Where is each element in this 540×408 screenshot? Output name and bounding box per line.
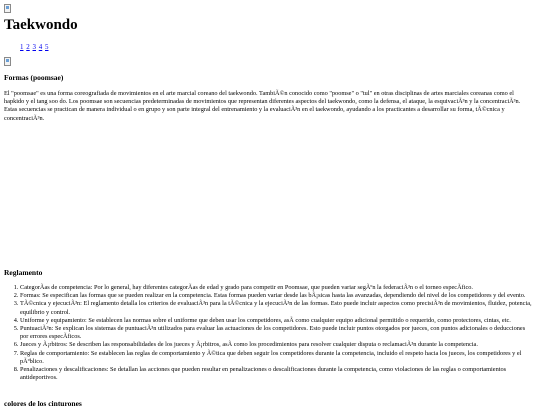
page-link-5[interactable]: 5 xyxy=(45,43,49,51)
section-heading-colores: colores de los cinturones xyxy=(4,399,82,408)
list-item: 4. Uniforme y equipamiento: Se establecen las normas sobre el uniforme que deben usar los competidores, asÃ como cualquier equipo adicional permitido o requerido, como protectores, cintas, etc. xyxy=(20,317,532,325)
section-heading-reglamento: Reglamento xyxy=(4,268,43,277)
list-item: 1. CategorÃas de competencia: Por lo general, hay diferentes categorÃas de edad y grado para competir en Poomsae, que pueden variar segÃºn la federaciÃ³n o el torneo especÃfico. xyxy=(20,284,532,292)
list-item: 6. Jueces y Ã¡rbitros: Se describen las responsabilidades de los jueces y Ã¡rbitros, asÃ como los procedimientos para resolver cualquier disputa o reclamaciÃ³n durante la competencia. xyxy=(20,341,532,349)
pagination xyxy=(20,43,50,52)
page-link-3[interactable]: 3 xyxy=(32,43,36,51)
broken-image-icon xyxy=(4,4,11,13)
section-heading-formas: Formas (poomsae) xyxy=(4,73,64,82)
page-link-4[interactable]: 4 xyxy=(38,43,43,51)
list-item: 8. Penalizaciones y descalificaciones: Se detallan las acciones que pueden resultar en penalizaciones o descalificaciones durante la competencia, como violaciones de las reglas o comportamientos antideportivos. xyxy=(20,366,532,382)
rules-list xyxy=(4,284,532,382)
page-title: Taekwondo xyxy=(4,17,78,33)
list-item: 5. PuntuaciÃ³n: Se explican los sistemas de puntuaciÃ³n utilizados para evaluar las actuaciones de los competidores. Esto puede incluir puntos otorgados por jueces, con puntos adicionales o deducciones por errores especÃficos. xyxy=(20,325,532,341)
page-link-2[interactable]: 2 xyxy=(26,43,30,51)
formas-paragraph: El "poomsae" es una forma coreografiada de movimientos en el arte marcial coreano del taekwondo. TambiÃ©n conocido como "poomse" o "tul" en otras disciplinas de artes marciales coreanas como el hapkido y el tang soo do. Los poomsae son secuencias predeterminadas de movimientos que representan diferentes aspectos del taekwondo, como la defensa, el ataque, la esquivaciÃ³n y la concentraciÃ³n. Estas secuencias se practican de manera individual o en grupo y son parte integral del entrenamiento y la evaluaciÃ³n en el taekwondo, ayudando a los practicantes a desarrollar su forma, tÃ©cnica y concentraciÃ³n. xyxy=(4,90,521,122)
list-item: 2. Formas: Se especifican las formas que se pueden realizar en la competencia. Estas formas pueden variar desde las bÃ¡sicas hasta las avanzadas, dependiendo del nivel de los competidores y del evento. xyxy=(20,292,532,300)
page-link-1[interactable]: 1 xyxy=(20,43,24,51)
list-item: 3. TÃ©cnica y ejecuciÃ³n: El reglamento detalla los criterios de evaluaciÃ³n para la tÃ©cnica y la ejecuciÃ³n de las formas. Esto puede incluir aspectos como precisiÃ³n de movimientos, fluidez, potencia, equilibrio y control. xyxy=(20,300,532,316)
broken-image-icon xyxy=(4,57,11,66)
list-item: 7. Reglas de comportamiento: Se establecen las reglas de comportamiento y Ã©tica que deben seguir los competidores durante la competencia, incluido el respeto hacia los jueces, los competidores y el pÃºblico. xyxy=(20,350,532,366)
